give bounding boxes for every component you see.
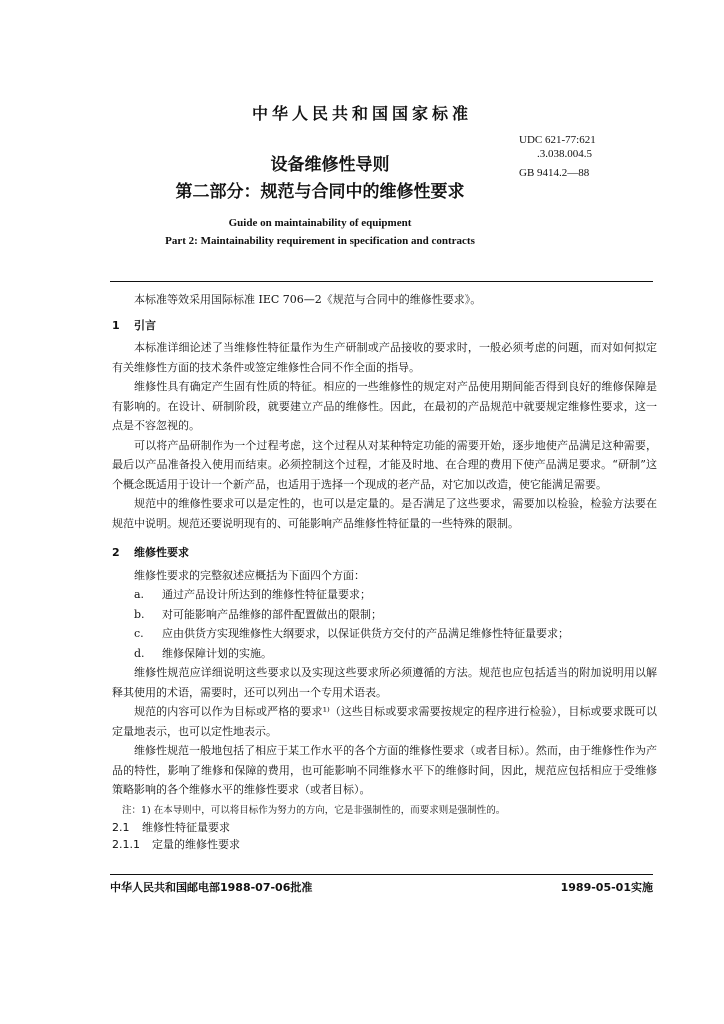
- bottom-divider: [110, 874, 653, 875]
- subsubsection-title: 定量的维修性要求: [152, 838, 240, 851]
- subsection-2-1-1-heading: [112, 836, 657, 854]
- udc-line-2: .3.038.004.5: [537, 148, 592, 160]
- standard-header-title: 中华人民共和国国家标准: [251, 104, 472, 123]
- section-1-paragraph: 维修性具有确定产生固有性质的特征。相应的一些维修性的规定对产品使用期间能否得到良好的维修保障是有影响的。在设计、研制阶段，就要建立产品的维修性。因此，在最初的产品规范中就要规定维修性要求，这一点是不容忽视的。: [112, 380, 657, 432]
- subsubsection-number: 2.1.1: [112, 838, 140, 851]
- list-item-label: b.: [134, 607, 145, 621]
- top-divider: [110, 281, 653, 282]
- subsection-title: 维修性特征量要求: [142, 820, 230, 834]
- document-part-title: 第二部分：规范与合同中的维修性要求: [175, 182, 465, 202]
- subsection-2-1-heading: [112, 819, 657, 837]
- section-2-lead: 维修性要求的完整叙述应概括为下面四个方面：: [134, 568, 365, 582]
- section-1-paragraph: 本标准详细论述了当维修性特征量作为生产研制或产品接收的要求时，一般必须考虑的问题，而对如何拟定有关维修性方面的技术条件或签定维修性合同不作全面的指导。: [112, 341, 657, 374]
- list-item-text: 维修保障计划的实施。: [162, 646, 272, 660]
- english-part-title: Part 2: Maintainability requirement in specification and contracts: [165, 235, 475, 247]
- intro-paragraph: 本标准等效采用国际标准 IEC 706—2《规范与合同中的维修性要求》。: [134, 293, 482, 306]
- footnote: 注：1) 在本导则中，可以将目标作为努力的方向，它是非强制性的，而要求则是强制性的。: [122, 804, 506, 816]
- list-item: [112, 624, 657, 644]
- list-item-text: 应由供货方实现维修性大纲要求，以保证供货方交付的产品满足维修性特征量要求；: [162, 627, 569, 640]
- section-2-title: 维修性要求: [134, 546, 189, 559]
- section-2-paragraph: 规范的内容可以作为目标或严格的要求¹⁾（这些目标或要求需要按规定的程序进行检验），目标或要求既可以定量地表示，也可以定性地表示。: [112, 705, 657, 738]
- section-2-paragraph: 维修性规范一般地包括了相应于某工作水平的各个方面的维修性要求（或者目标）。然而，由于维修性作为产品的特性，影响了维修和保障的费用，也可能影响不同维修水平下的维修时间，因此，规范应包括相应于受维修策略影响的各个维修水平的维修性要求（或者目标）。: [112, 744, 657, 796]
- document-title: 设备维修性导则: [270, 155, 390, 175]
- list-item-text: 对可能影响产品维修的部件配置做出的限制；: [162, 607, 382, 621]
- list-item: [112, 585, 657, 605]
- section-2-paragraph: 维修性规范应详细说明这些要求以及实现这些要求所必须遵循的方法。规范也应包括适当的附加说明用以解释其使用的术语，需要时，还可以列出一个专用术语表。: [112, 666, 657, 699]
- english-title: Guide on maintainability of equipment: [228, 217, 412, 229]
- section-1-heading: [112, 316, 657, 336]
- list-item-text: 通过产品设计所达到的维修性特征量要求；: [162, 588, 371, 601]
- section-2-number: 2: [112, 546, 120, 559]
- list-item-label: d.: [134, 646, 145, 660]
- list-item-label: a.: [134, 588, 145, 601]
- section-1-paragraph: 规范中的维修性要求可以是定性的，也可以是定量的。是否满足了这些要求，需要加以检验，检验方法要在规范中说明。规范还要说明现有的、可能影响产品维修性特征量的一些特殊的限制。: [112, 497, 657, 530]
- list-item: [112, 605, 657, 625]
- list-item-label: c.: [134, 627, 144, 640]
- list-item: [112, 644, 657, 664]
- effective-date: 1989-05-01实施: [560, 881, 653, 894]
- document-body: [112, 290, 657, 854]
- udc-line-1: UDC 621-77:621: [519, 134, 596, 146]
- section-1-paragraph: 可以将产品研制作为一个过程考虑，这个过程从对某种特定功能的需要开始，逐步地使产品满足这种需要，最后以产品准备投入使用而结束。必须控制这个过程，才能及时地、在合理的费用下使产品满足要求。“研制”这个概念既适用于设计一个新产品，也适用于选择一个现成的老产品，对它加以改造，使它能满足需要。: [112, 438, 657, 491]
- approval-line: 中华人民共和国邮电部1988-07-06批准: [110, 881, 313, 894]
- gb-standard-number: GB 9414.2—88: [519, 167, 590, 179]
- subsection-number: 2.1: [112, 820, 130, 834]
- section-1-title: 引言: [134, 318, 156, 332]
- section-1-number: 1: [112, 318, 120, 332]
- section-2-heading: [112, 543, 657, 563]
